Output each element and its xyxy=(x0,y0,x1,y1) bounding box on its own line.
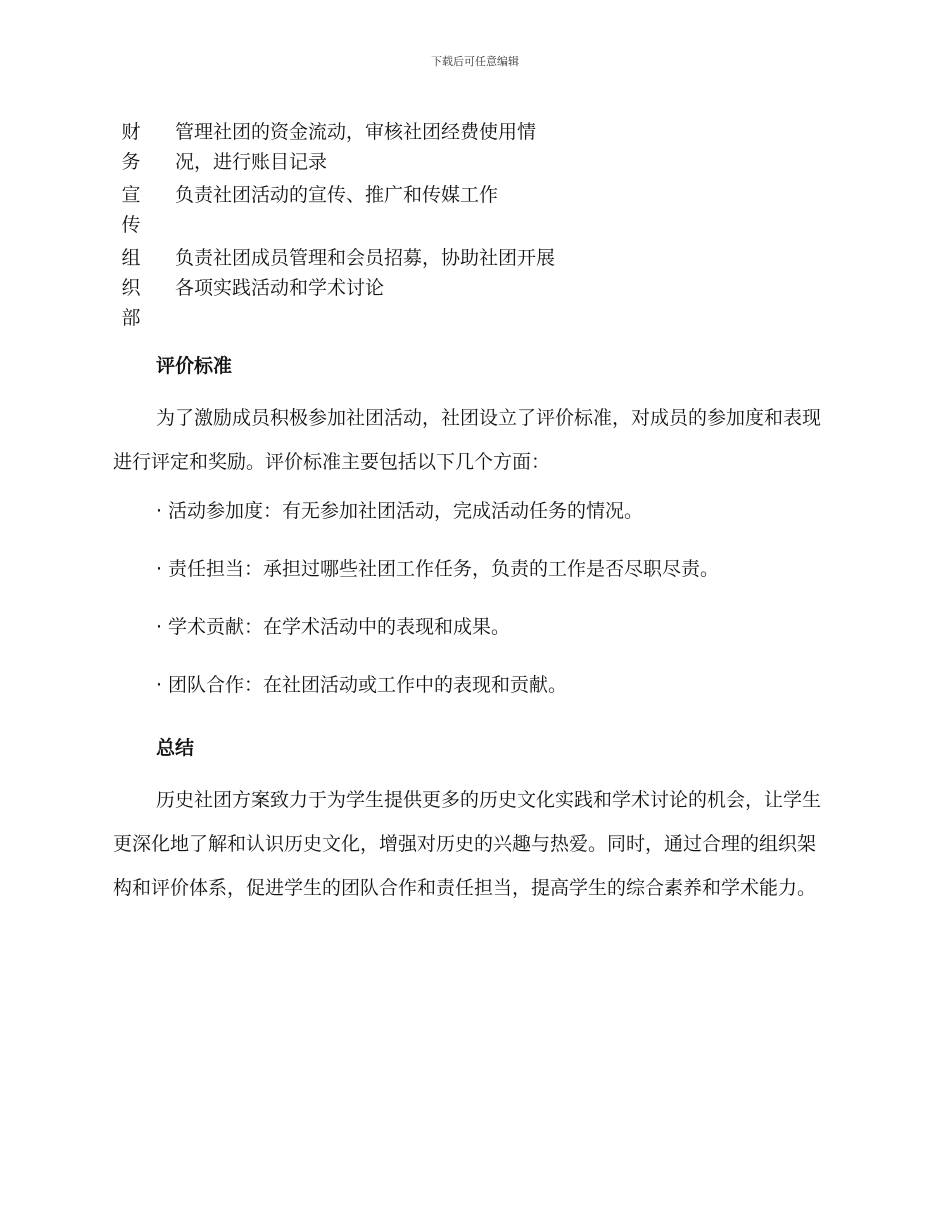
main-content xyxy=(113,346,833,922)
summary-heading: 总结 xyxy=(156,737,195,759)
role-row-organization xyxy=(113,243,573,333)
evaluation-intro: 为了激励成员积极参加社团活动，社团设立了评价标准，对成员的参加度和表现进行评定和奖励。评价标准主要包括以下几个方面： xyxy=(113,407,822,473)
list-item-text: 活动参加度：有无参加社团活动，完成活动任务的情况。 xyxy=(168,500,644,522)
list-item-text: 学术贡献：在学术活动中的表现和成果。 xyxy=(168,616,511,638)
list-item-text: 团队合作：在社团活动或工作中的表现和贡献。 xyxy=(168,674,568,696)
bullet-dot: · xyxy=(156,558,163,580)
role-name: 宣传 xyxy=(121,184,141,236)
role-description: 管理社团的资金流动，审核社团经费使用情况，进行账目记录 xyxy=(175,121,537,173)
role-row-finance xyxy=(113,117,573,177)
list-item xyxy=(113,612,833,642)
bullet-dot: · xyxy=(156,674,163,696)
bullet-dot: · xyxy=(156,616,163,638)
role-name: 财务 xyxy=(121,121,141,173)
role-table xyxy=(113,117,573,336)
evaluation-heading: 评价标准 xyxy=(156,355,233,377)
list-item xyxy=(113,670,833,700)
role-name: 组织部 xyxy=(121,247,141,329)
list-item xyxy=(113,496,833,526)
role-description: 负责社团活动的宣传、推广和传媒工作 xyxy=(175,184,499,206)
bullet-dot: · xyxy=(156,500,163,522)
list-item xyxy=(113,554,833,584)
role-description: 负责社团成员管理和会员招募，协助社团开展各项实践活动和学术讨论 xyxy=(175,247,556,299)
role-row-publicity xyxy=(113,180,573,240)
summary-text: 历史社团方案致力于为学生提供更多的历史文化实践和学术讨论的机会，让学生更深化地了解和认识历史文化，增强对历史的兴趣与热爱。同时，通过合理的组织架构和评价体系，促进学生的团队合作和责任担当，提高学生的综合素养和学术能力。 xyxy=(113,789,822,899)
page-header: 下载后可任意编辑 xyxy=(431,55,519,68)
list-item-text: 责任担当：承担过哪些社团工作任务，负责的工作是否尽职尽责。 xyxy=(168,558,720,580)
